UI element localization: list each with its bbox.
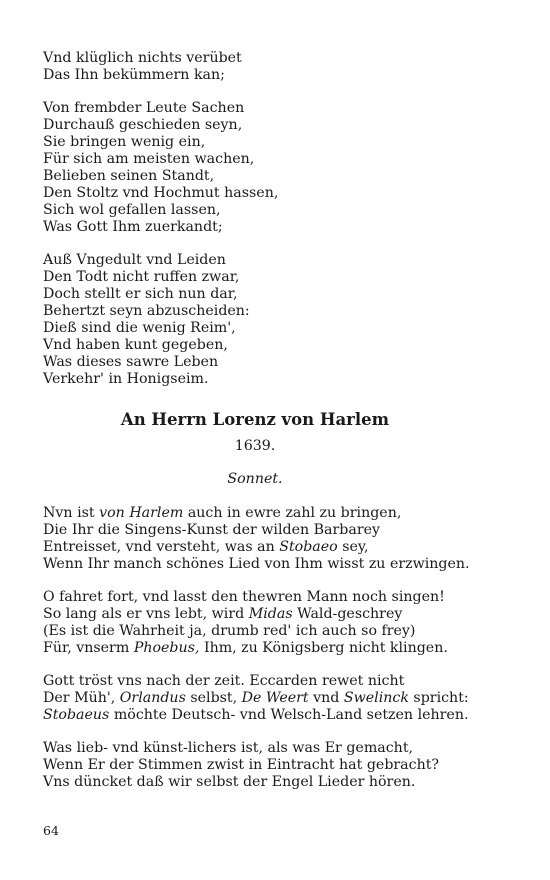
verse-line: (Es ist die Wahrheit ja, drumb red' ich auch so frey) bbox=[43, 623, 416, 639]
verse-line: Was Gott Ihm zuerkandt; bbox=[43, 219, 223, 235]
verse-line: Durchauß geschieden seyn, bbox=[43, 117, 243, 133]
poem-year: 1639. bbox=[234, 438, 276, 454]
verse-line: Dieß sind die wenig Reim', bbox=[43, 320, 236, 336]
verse-line: Nvn ist von Harlem auch in ewre zahl zu bringen, bbox=[43, 505, 402, 521]
verse-line: Entreisset, vnd versteht, was an Stobaeo sey, bbox=[43, 539, 369, 555]
verse-line: Für sich am meisten wachen, bbox=[43, 151, 255, 167]
verse-line: Von frembder Leute Sachen bbox=[43, 100, 245, 116]
poem-form-text: Sonnet. bbox=[227, 471, 283, 487]
verse-line: Den Todt nicht ruffen zwar, bbox=[43, 269, 240, 285]
verse-line: Vnd klüglich nichts verübet bbox=[43, 50, 242, 66]
verse-line: Gott tröst vns nach der zeit. Eccarden rewet nicht bbox=[43, 673, 405, 689]
verse-line: Für, vnserm Phoebus, Ihm, zu Königsberg nicht klingen. bbox=[43, 640, 448, 656]
verse-line: Wenn Er der Stimmen zwist in Eintracht hat gebracht? bbox=[43, 757, 440, 773]
verse-line: Sie bringen wenig ein, bbox=[43, 134, 206, 150]
verse-line: Verkehr' in Honigseim. bbox=[43, 371, 209, 387]
verse-line: Sich wol gefallen lassen, bbox=[43, 202, 221, 218]
verse-line: Stobaeus möchte Deutsch- vnd Welsch-Land setzen lehren. bbox=[43, 707, 469, 723]
verse-line: Was lieb- vnd künst-lichers ist, als was Er gemacht, bbox=[43, 740, 414, 756]
verse-line: Vns düncket daß wir selbst der Engel Lieder hören. bbox=[43, 774, 416, 790]
page-number: 64 bbox=[43, 823, 59, 838]
verse-line: Den Stoltz vnd Hochmut hassen, bbox=[43, 185, 279, 201]
poem-title: An Herrn Lorenz von Harlem bbox=[120, 410, 390, 429]
verse-line: O fahret fort, vnd lasst den thewren Mann noch singen! bbox=[43, 589, 445, 605]
verse-line: Vnd haben kunt gegeben, bbox=[43, 337, 228, 353]
verse-line: Wenn Ihr manch schönes Lied von Ihm wisst zu erzwingen. bbox=[43, 556, 470, 572]
verse-line: Der Müh', Orlandus selbst, De Weert vnd Swelinck spricht: bbox=[43, 690, 469, 706]
verse-line: Doch stellt er sich nun dar, bbox=[43, 286, 238, 302]
poem-form bbox=[0, 471, 510, 487]
verse-line: Die Ihr die Singens-Kunst der wilden Barbarey bbox=[43, 522, 381, 538]
verse-line: Auß Vngedult vnd Leiden bbox=[43, 252, 226, 268]
verse-line: Belieben seinen Standt, bbox=[43, 168, 215, 184]
verse-line: Behertzt seyn abzuscheiden: bbox=[43, 303, 250, 319]
verse-line: So lang als er vns lebt, wird Midas Wald-geschrey bbox=[43, 606, 403, 622]
verse-line: Das Ihn bekümmern kan; bbox=[43, 67, 225, 83]
verse-line: Was dieses sawre Leben bbox=[43, 354, 219, 370]
